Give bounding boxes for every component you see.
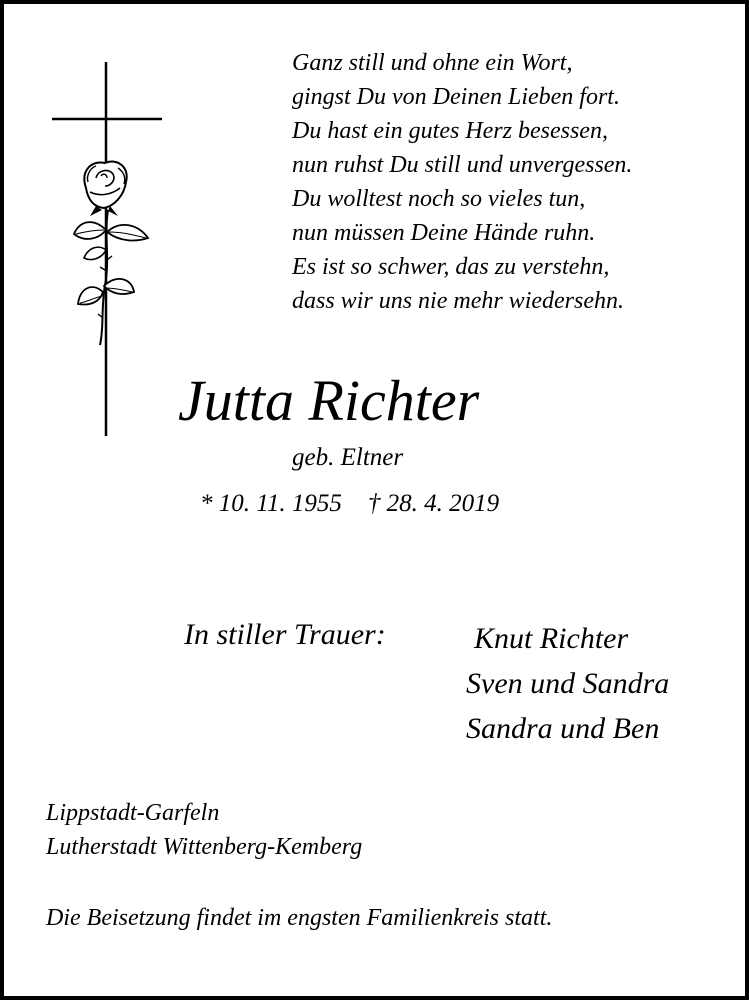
mourner-list	[466, 616, 669, 751]
poem-line: Du wolltest noch so vieles tun,	[292, 186, 586, 212]
death-date: † 28. 4. 2019	[367, 490, 500, 517]
poem-line: Es ist so schwer, das zu verstehn,	[292, 254, 610, 280]
poem-line: nun ruhst Du still und unvergessen.	[292, 152, 633, 178]
places	[46, 796, 362, 864]
poem-line: nun müssen Deine Hände ruhn.	[292, 220, 596, 246]
mourner-name: Sven und Sandra	[466, 667, 670, 700]
place-name: Lutherstadt Wittenberg-Kemberg	[46, 834, 363, 860]
place-name: Lippstadt-Garfeln	[46, 800, 220, 826]
poem-line: Du hast ein gutes Herz besessen,	[292, 118, 608, 144]
birth-date: * 10. 11. 1955	[200, 490, 342, 517]
funeral-note: Die Beisetzung findet im engsten Familienkreis statt.	[46, 905, 553, 931]
deceased-name: Jutta Richter	[178, 368, 480, 433]
maiden-name: geb. Eltner	[292, 444, 404, 471]
poem	[292, 46, 632, 318]
mourner-name: Knut Richter	[474, 622, 629, 655]
mourner-name: Sandra und Ben	[466, 712, 660, 745]
poem-line: gingst Du von Deinen Lieben fort.	[292, 84, 620, 110]
life-dates	[200, 488, 499, 520]
poem-line: dass wir uns nie mehr wiedersehn.	[292, 288, 624, 314]
mourning-label: In stiller Trauer:	[184, 618, 386, 651]
poem-line: Ganz still und ohne ein Wort,	[292, 50, 573, 76]
cross-with-rose-icon	[50, 60, 166, 438]
